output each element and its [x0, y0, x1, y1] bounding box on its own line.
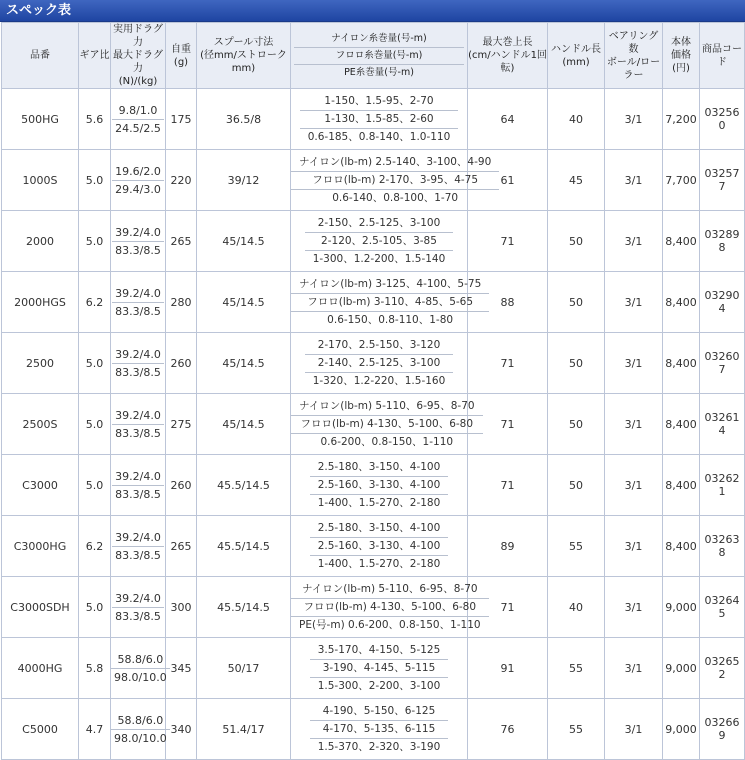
line-capacity-pe: 1.5-370、2-320、3-190	[317, 740, 441, 753]
cell-maxwind: 91	[468, 638, 548, 699]
line-capacity-stack	[291, 581, 489, 634]
cell-gear: 5.0	[79, 333, 111, 394]
cell-price: 9,000	[663, 577, 700, 638]
line-capacity-pe: 1.5-300、2-200、3-100	[317, 679, 441, 692]
header-maxwind-title: 最大巻上長	[482, 37, 533, 48]
line-capacity-nylon: 1-150、1.5-95、2-70	[300, 93, 459, 111]
drag-stack	[112, 468, 164, 503]
table-row	[2, 699, 745, 760]
cell-spool: 45/14.5	[197, 211, 291, 272]
cell-line	[291, 272, 482, 333]
cell-bearing: 3/1	[605, 455, 663, 516]
cell-drag	[111, 577, 166, 638]
cell-name: 500HG	[2, 89, 79, 150]
cell-maxwind: 71	[468, 211, 548, 272]
cell-line	[291, 394, 475, 455]
line-capacity-stack	[291, 154, 499, 207]
drag-practical: 39.2/4.0	[112, 407, 164, 425]
drag-stack	[111, 651, 170, 686]
line-capacity-fluoro: 1-130、1.5-85、2-60	[300, 111, 459, 129]
line-capacity-pe: 1-320、1.2-220、1.5-160	[312, 374, 446, 387]
line-capacity-stack	[291, 276, 489, 329]
line-capacity-nylon: ナイロン(lb-m) 5-110、6-95、8-70	[291, 398, 483, 416]
cell-drag	[111, 516, 166, 577]
table-body	[2, 89, 745, 760]
drag-max: 83.3/8.5	[115, 487, 161, 501]
line-capacity-pe: 1-400、1.5-270、2-180	[317, 496, 441, 509]
cell-maxwind: 64	[468, 89, 548, 150]
drag-stack	[112, 590, 164, 625]
line-capacity-stack	[305, 215, 454, 268]
table-row	[2, 272, 745, 333]
cell-code: 03289 8	[700, 211, 745, 272]
cell-handle: 50	[548, 455, 605, 516]
cell-gear: 5.0	[79, 455, 111, 516]
cell-name: C3000HG	[2, 516, 79, 577]
drag-practical: 39.2/4.0	[112, 529, 164, 547]
cell-drag	[111, 89, 166, 150]
cell-drag	[111, 699, 166, 760]
drag-max: 83.3/8.5	[115, 609, 161, 623]
line-capacity-stack	[300, 93, 459, 146]
header-bearing-unit: ボール/ローラー	[606, 56, 661, 81]
cell-code: 03266 9	[700, 699, 745, 760]
line-capacity-pe: 0.6-200、0.8-150、1-110	[320, 435, 454, 448]
cell-gear: 5.8	[79, 638, 111, 699]
line-capacity-pe: 0.6-150、0.8-110、1-80	[327, 313, 454, 326]
cell-bearing: 3/1	[605, 150, 663, 211]
cell-price: 8,400	[663, 211, 700, 272]
drag-max: 83.3/8.5	[115, 548, 161, 562]
drag-stack	[112, 285, 164, 320]
header-line-pe: PE糸巻量(号-m)	[344, 66, 414, 78]
table-row	[2, 150, 745, 211]
cell-maxwind: 61	[468, 150, 548, 211]
cell-price: 8,400	[663, 272, 700, 333]
cell-handle: 50	[548, 211, 605, 272]
drag-max: 83.3/8.5	[115, 426, 161, 440]
header-drag-unit: (N)/(kg)	[118, 76, 158, 87]
cell-spool: 45.5/14.5	[197, 455, 291, 516]
header-weight: 自重(g)	[166, 23, 197, 89]
cell-handle: 45	[548, 150, 605, 211]
cell-name: 2000HGS	[2, 272, 79, 333]
cell-handle: 55	[548, 699, 605, 760]
cell-code: 03263 8	[700, 516, 745, 577]
line-capacity-nylon: ナイロン(lb-m) 3-125、4-100、5-75	[291, 276, 489, 294]
cell-name: C3000	[2, 455, 79, 516]
cell-weight: 345	[166, 638, 197, 699]
line-capacity-stack	[310, 642, 449, 695]
cell-gear: 4.7	[79, 699, 111, 760]
cell-name: 1000S	[2, 150, 79, 211]
cell-handle: 50	[548, 394, 605, 455]
cell-price: 8,400	[663, 455, 700, 516]
cell-maxwind: 89	[468, 516, 548, 577]
cell-line	[291, 455, 468, 516]
drag-practical: 39.2/4.0	[112, 224, 164, 242]
table-row	[2, 333, 745, 394]
cell-line	[291, 211, 468, 272]
cell-spool: 45.5/14.5	[197, 516, 291, 577]
cell-line	[291, 699, 468, 760]
cell-price: 7,200	[663, 89, 700, 150]
table-row	[2, 516, 745, 577]
cell-drag	[111, 394, 166, 455]
header-spool	[197, 23, 291, 89]
cell-code: 03261 4	[700, 394, 745, 455]
table-row	[2, 577, 745, 638]
header-spool-title: スプール寸法	[213, 37, 274, 48]
header-maxwind	[468, 23, 548, 89]
line-capacity-fluoro: フロロ(lb-m) 4-130、5-100、6-80	[291, 599, 489, 617]
drag-stack	[112, 407, 164, 442]
cell-drag	[111, 150, 166, 211]
table-header-row	[2, 23, 745, 89]
drag-max: 83.3/8.5	[115, 304, 161, 318]
line-capacity-nylon: ナイロン(lb-m) 5-110、6-95、8-70	[291, 581, 489, 599]
cell-bearing: 3/1	[605, 211, 663, 272]
cell-maxwind: 71	[468, 455, 548, 516]
line-capacity-pe: 0.6-185、0.8-140、1.0-110	[307, 130, 451, 143]
drag-practical: 39.2/4.0	[112, 590, 164, 608]
cell-weight: 260	[166, 455, 197, 516]
cell-code: 03260 7	[700, 333, 745, 394]
cell-spool: 45/14.5	[197, 394, 291, 455]
cell-bearing: 3/1	[605, 577, 663, 638]
cell-price: 8,400	[663, 394, 700, 455]
table-row	[2, 89, 745, 150]
cell-weight: 275	[166, 394, 197, 455]
cell-drag	[111, 333, 166, 394]
header-maxwind-unit: (cm/ハンドル1回転)	[468, 50, 547, 74]
drag-max: 83.3/8.5	[115, 365, 161, 379]
line-capacity-nylon: ナイロン(lb-m) 2.5-140、3-100、4-90	[291, 154, 499, 172]
cell-spool: 50/17	[197, 638, 291, 699]
header-line-stack	[294, 31, 464, 81]
drag-max: 98.0/10.0	[114, 731, 167, 745]
header-bearing	[605, 23, 663, 89]
cell-weight: 175	[166, 89, 197, 150]
header-line	[291, 23, 468, 89]
cell-weight: 220	[166, 150, 197, 211]
header-handle	[548, 23, 605, 89]
table-row	[2, 638, 745, 699]
cell-maxwind: 76	[468, 699, 548, 760]
line-capacity-nylon: 2-150、2.5-125、3-100	[305, 215, 454, 233]
cell-weight: 300	[166, 577, 197, 638]
cell-line	[291, 638, 468, 699]
drag-practical: 39.2/4.0	[112, 346, 164, 364]
cell-code: 03256 0	[700, 89, 745, 150]
drag-practical: 39.2/4.0	[112, 468, 164, 486]
header-handle-title: ハンドル長	[551, 43, 601, 55]
cell-spool: 45/14.5	[197, 333, 291, 394]
cell-handle: 55	[548, 516, 605, 577]
header-price	[663, 23, 700, 89]
cell-gear: 5.6	[79, 89, 111, 150]
header-price-title: 本体	[671, 37, 691, 48]
drag-practical: 39.2/4.0	[112, 285, 164, 303]
line-capacity-fluoro: フロロ(lb-m) 3-110、4-85、5-65	[291, 294, 489, 312]
drag-stack	[111, 712, 170, 747]
cell-weight: 280	[166, 272, 197, 333]
header-drag-practical: 実用ドラグ力	[113, 24, 163, 48]
drag-max: 24.5/2.5	[115, 121, 161, 135]
cell-drag	[111, 455, 166, 516]
cell-bearing: 3/1	[605, 333, 663, 394]
drag-stack	[112, 102, 164, 137]
line-capacity-nylon: 4-190、5-150、6-125	[310, 703, 449, 721]
line-capacity-fluoro: 2.5-160、3-130、4-100	[310, 538, 449, 556]
line-capacity-stack	[310, 459, 449, 512]
cell-line	[291, 516, 468, 577]
cell-spool: 45.5/14.5	[197, 577, 291, 638]
page-title: スペック表	[0, 0, 745, 22]
drag-practical: 19.6/2.0	[112, 163, 164, 181]
cell-maxwind: 71	[468, 333, 548, 394]
cell-handle: 55	[548, 638, 605, 699]
cell-line	[291, 577, 481, 638]
cell-spool: 36.5/8	[197, 89, 291, 150]
cell-maxwind: 88	[468, 272, 548, 333]
line-capacity-fluoro: 2-120、2.5-105、3-85	[305, 233, 454, 251]
cell-weight: 265	[166, 211, 197, 272]
header-name: 品番	[2, 23, 79, 89]
header-spool-unit: (径mm/ストロークmm)	[200, 50, 287, 74]
drag-practical: 58.8/6.0	[111, 651, 170, 669]
cell-bearing: 3/1	[605, 272, 663, 333]
line-capacity-fluoro: フロロ(lb-m) 4-130、5-100、6-80	[291, 416, 483, 434]
line-capacity-pe: 0.6-140、0.8-100、1-70	[332, 191, 459, 204]
cell-gear: 5.0	[79, 577, 111, 638]
drag-stack	[112, 529, 164, 564]
line-capacity-stack	[291, 398, 483, 451]
cell-name: C5000	[2, 699, 79, 760]
line-capacity-stack	[305, 337, 454, 390]
cell-name: 2500	[2, 333, 79, 394]
cell-gear: 5.0	[79, 394, 111, 455]
drag-practical: 58.8/6.0	[111, 712, 170, 730]
line-capacity-pe: 1-300、1.2-200、1.5-140	[312, 252, 446, 265]
line-capacity-pe: 1-400、1.5-270、2-180	[317, 557, 441, 570]
cell-code: 03262 1	[700, 455, 745, 516]
cell-line	[291, 89, 468, 150]
line-capacity-nylon: 2-170、2.5-150、3-120	[305, 337, 454, 355]
cell-gear: 5.0	[79, 150, 111, 211]
cell-drag	[111, 638, 166, 699]
cell-handle: 50	[548, 272, 605, 333]
cell-spool: 45/14.5	[197, 272, 291, 333]
cell-gear: 5.0	[79, 211, 111, 272]
header-code: 商品コード	[700, 23, 745, 89]
drag-stack	[112, 163, 164, 198]
header-handle-unit: (mm)	[562, 56, 590, 68]
header-line-nylon: ナイロン糸巻量(号-m)	[294, 31, 464, 48]
line-capacity-fluoro: 2-140、2.5-125、3-100	[305, 355, 454, 373]
line-capacity-nylon: 2.5-180、3-150、4-100	[310, 520, 449, 538]
cell-line	[291, 150, 492, 211]
header-bearing-title: ベアリング数	[608, 30, 659, 55]
cell-name: 2500S	[2, 394, 79, 455]
cell-handle: 40	[548, 89, 605, 150]
cell-price: 7,700	[663, 150, 700, 211]
cell-handle: 50	[548, 333, 605, 394]
cell-bearing: 3/1	[605, 699, 663, 760]
cell-price: 9,000	[663, 638, 700, 699]
line-capacity-stack	[310, 520, 449, 573]
cell-bearing: 3/1	[605, 638, 663, 699]
drag-max: 29.4/3.0	[115, 182, 161, 196]
cell-maxwind: 71	[468, 394, 548, 455]
cell-price: 9,000	[663, 699, 700, 760]
cell-gear: 6.2	[79, 272, 111, 333]
cell-drag	[111, 272, 166, 333]
header-price-unit: 価格(円)	[671, 50, 691, 74]
spec-table	[1, 22, 745, 760]
drag-stack	[112, 346, 164, 381]
line-capacity-fluoro: 2.5-160、3-130、4-100	[310, 477, 449, 495]
line-capacity-fluoro: 4-170、5-135、6-115	[310, 721, 449, 739]
cell-bearing: 3/1	[605, 394, 663, 455]
drag-stack	[112, 224, 164, 259]
cell-code: 03265 2	[700, 638, 745, 699]
cell-price: 8,400	[663, 516, 700, 577]
drag-max: 98.0/10.0	[114, 670, 167, 684]
cell-name: C3000SDH	[2, 577, 79, 638]
table-row	[2, 211, 745, 272]
header-gear: ギア比	[79, 23, 111, 89]
cell-code: 03257 7	[700, 150, 745, 211]
cell-bearing: 3/1	[605, 89, 663, 150]
line-capacity-fluoro: 3-190、4-145、5-115	[310, 660, 449, 678]
table-row	[2, 455, 745, 516]
line-capacity-stack	[310, 703, 449, 756]
cell-code: 03290 4	[700, 272, 745, 333]
line-capacity-nylon: 3.5-170、4-150、5-125	[310, 642, 449, 660]
line-capacity-fluoro: フロロ(lb-m) 2-170、3-95、4-75	[291, 172, 499, 190]
table-row	[2, 394, 745, 455]
header-line-fluoro: フロロ糸巻量(号-m)	[294, 48, 464, 65]
cell-spool: 51.4/17	[197, 699, 291, 760]
line-capacity-nylon: 2.5-180、3-150、4-100	[310, 459, 449, 477]
header-drag	[111, 23, 166, 89]
cell-price: 8,400	[663, 333, 700, 394]
cell-handle: 40	[548, 577, 605, 638]
cell-weight: 340	[166, 699, 197, 760]
cell-drag	[111, 211, 166, 272]
cell-maxwind: 71	[468, 577, 548, 638]
line-capacity-pe: PE(号-m) 0.6-200、0.8-150、1-110	[299, 618, 481, 631]
cell-weight: 260	[166, 333, 197, 394]
cell-name: 4000HG	[2, 638, 79, 699]
drag-max: 83.3/8.5	[115, 243, 161, 257]
cell-bearing: 3/1	[605, 516, 663, 577]
cell-line	[291, 333, 468, 394]
cell-weight: 265	[166, 516, 197, 577]
cell-gear: 6.2	[79, 516, 111, 577]
cell-spool: 39/12	[197, 150, 291, 211]
header-drag-max: 最大ドラグ力	[113, 50, 163, 74]
cell-code: 03264 5	[700, 577, 745, 638]
drag-practical: 9.8/1.0	[112, 102, 164, 120]
cell-name: 2000	[2, 211, 79, 272]
